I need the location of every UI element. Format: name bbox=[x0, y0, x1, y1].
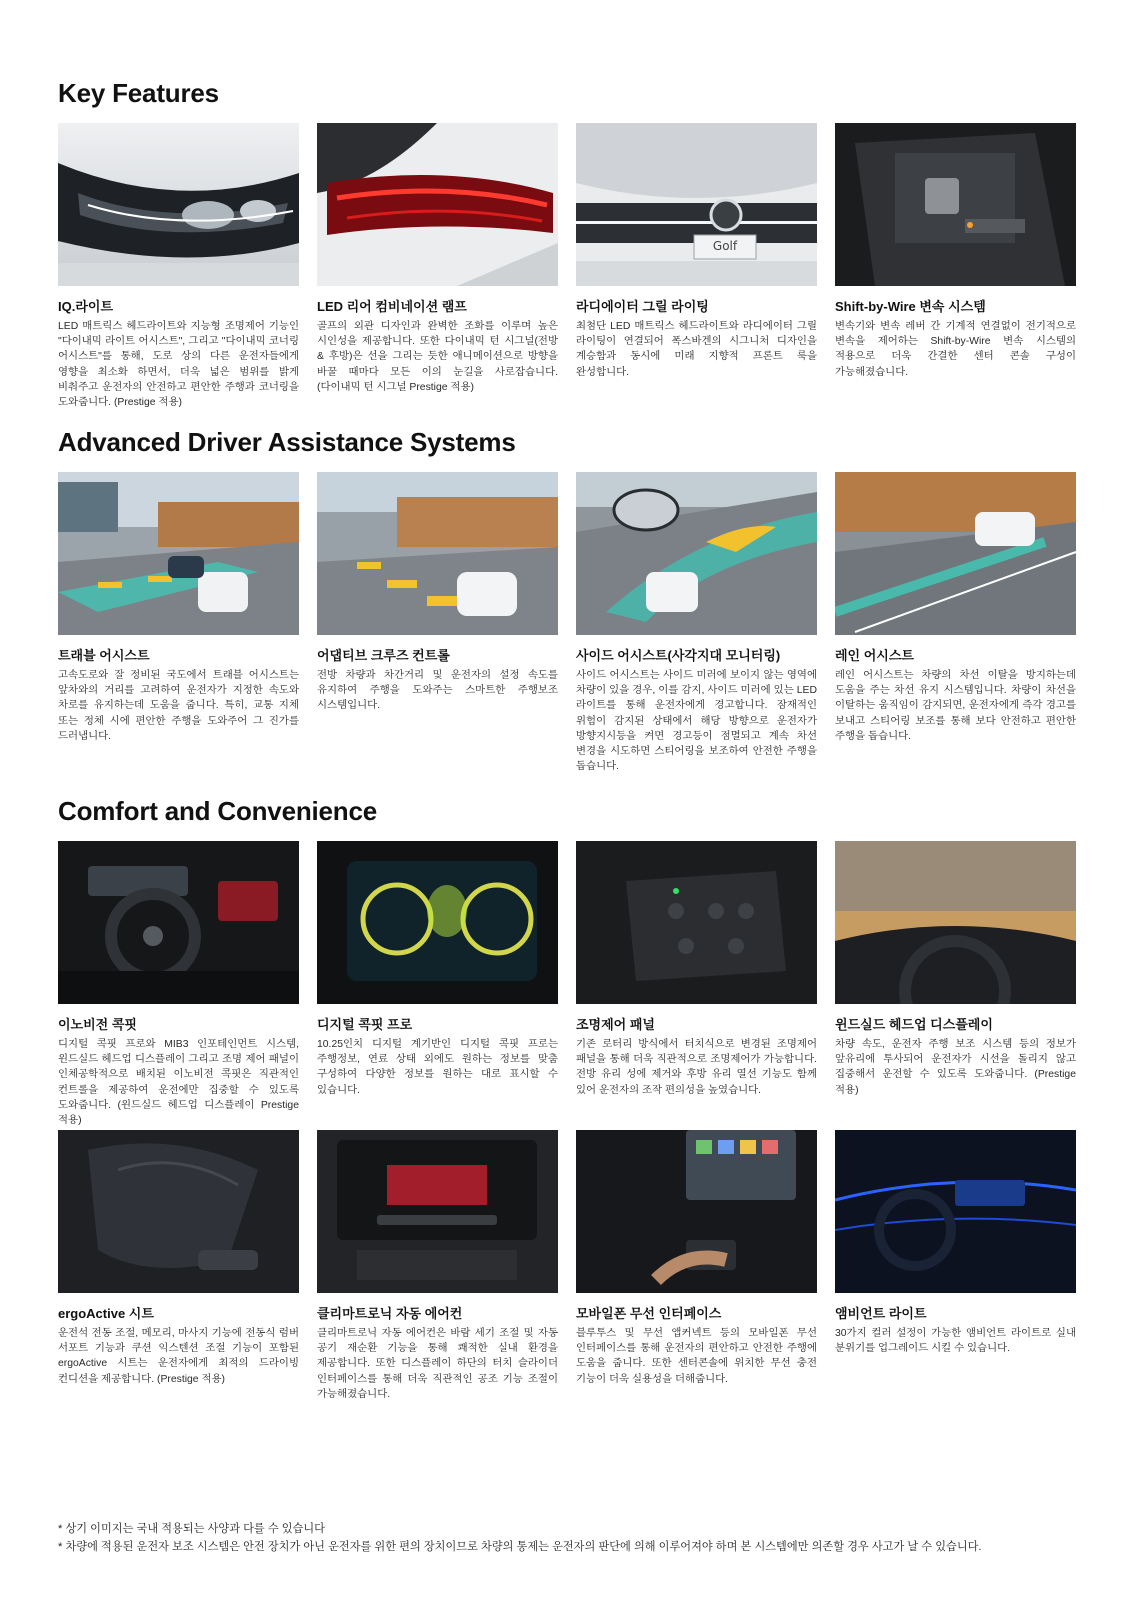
card-title: 앰비언트 라이트 bbox=[835, 1306, 927, 1321]
lane-assist-photo bbox=[835, 472, 1076, 635]
ambient-light-photo bbox=[835, 1130, 1076, 1293]
digital-cockpit-photo bbox=[317, 841, 558, 1004]
card-description: 30가지 컬러 설정이 가능한 앰비언트 라이트로 실내 분위기를 업그레이드 시킬 수 있습니다. bbox=[835, 1328, 1076, 1355]
card-title: 클리마트로닉 자동 에어컨 bbox=[317, 1306, 463, 1321]
card-description: 클리마트로닉 자동 에어컨은 바람 세기 조절 및 자동 공기 재순환 기능을 통해 쾌적한 실내 환경을 제공합니다. 또한 디스플레이 하단의 터치 슬라이더 인터페이스를 통해 더욱 직관적인 공조 기능 조절이 가능해졌습니다. bbox=[317, 1328, 558, 1400]
feature-card bbox=[317, 1130, 558, 1402]
shifter-photo bbox=[835, 123, 1076, 286]
feature-card bbox=[58, 841, 299, 1128]
feature-card bbox=[58, 472, 299, 774]
taillight-photo bbox=[317, 123, 558, 286]
climatronic-photo bbox=[317, 1130, 558, 1293]
wireless-phone-photo bbox=[576, 1130, 817, 1293]
key-features-grid bbox=[58, 123, 1076, 410]
footnote: * 상기 이미지는 국내 적용되는 사양과 다를 수 있습니다 bbox=[58, 1523, 325, 1535]
feature-card bbox=[58, 123, 299, 410]
card-description: 사이드 어시스트는 사이드 미러에 보이지 않는 영역에 차량이 있을 경우, 이를 감지, 사이드 미러에 있는 LED 라이트를 통해 운전자에게 경고합니다. 잠재적인 위험이 감지된 상태에서 해당 방향으로 운전자가 방향지시등을 켜면 경고등이 점멸되고 계속 차선 변경을 시도하면 스티어링을 보조하여 안전한 주행을 돕습니다. bbox=[576, 670, 817, 773]
card-title: Shift-by-Wire 변속 시스템 bbox=[835, 299, 986, 314]
card-title: 모바일폰 무선 인터페이스 bbox=[576, 1306, 722, 1321]
card-description: 최첨단 LED 매트릭스 헤드라이트와 라디에이터 그릴 라이팅이 연결되어 폭스바겐의 시그니처 디자인을 계승함과 동시에 미래 지향적 프론트 룩을 완성합니다. bbox=[576, 321, 817, 378]
footnotes bbox=[58, 1520, 1068, 1556]
headlight-photo bbox=[58, 123, 299, 286]
light-control-panel-photo bbox=[576, 841, 817, 1004]
card-description: 고속도로와 잘 정비된 국도에서 트래블 어시스트는 앞차와의 거리를 고려하여 운전자가 지정한 속도와 차로를 유지하는데 도움을 줍니다. 특히, 교통 지체 또는 정체 시에 편안한 주행을 도와주어 그 진가를 드러냅니다. bbox=[58, 670, 299, 742]
feature-card bbox=[835, 1130, 1076, 1402]
card-title: IQ.라이트 bbox=[58, 299, 114, 314]
card-title: 라디에이터 그릴 라이팅 bbox=[576, 299, 709, 314]
feature-card bbox=[317, 123, 558, 410]
golf-badge: Golf bbox=[712, 239, 738, 253]
section-title-comfort: Comfort and Convenience bbox=[58, 796, 377, 826]
card-description: 기존 로터리 방식에서 터치식으로 변경된 조명제어 패널을 통해 더욱 직관적으로 조명제어가 가능합니다. 전방 유리 성에 제거와 후방 유리 열선 기능도 함께 있어 운전자의 조작 편의성을 높였습니다. bbox=[576, 1039, 817, 1096]
section-title-adas: Advanced Driver Assistance Systems bbox=[58, 427, 516, 457]
feature-card bbox=[317, 841, 558, 1128]
card-title: 윈드실드 헤드업 디스플레이 bbox=[835, 1017, 993, 1032]
adas-grid bbox=[58, 472, 1076, 774]
card-title: 트래블 어시스트 bbox=[58, 648, 150, 663]
section-title-key-features: Key Features bbox=[58, 78, 219, 108]
feature-card bbox=[835, 472, 1076, 774]
card-title: 사이드 어시스트(사각지대 모니터링) bbox=[576, 648, 781, 663]
card-description: 레인 어시스트는 차량의 차선 이탈을 방지하는데 도움을 주는 차선 유지 시스템입니다. 차량이 차선을 이탈하는 움직임이 감지되면, 운전자에게 즉각 경고를 보내고 스티어링 보조를 통해 보다 안전하고 편안한 주행을 돕습니다. bbox=[835, 670, 1076, 742]
card-description: 골프의 외관 디자인과 완벽한 조화를 이루며 높은 시인성을 제공합니다. 또한 다이내믹 턴 시그널(전방 & 후방)은 선을 그리는 듯한 애니메이션으로 방향을 바꿀 때마다 모든 이의 눈길을 사로잡습니다. (다이내믹 턴 시그널 Prestige 적용) bbox=[317, 321, 558, 393]
feature-card bbox=[576, 1130, 817, 1402]
card-title: ergoActive 시트 bbox=[58, 1306, 154, 1321]
card-title: 레인 어시스트 bbox=[835, 648, 914, 663]
comfort-grid-2 bbox=[58, 1130, 1076, 1402]
card-description: LED 매트릭스 헤드라이트와 지능형 조명제어 기능인 "다이내믹 라이트 어시스트", 그리고 "다이내믹 코너링 어시스트"를 통해, 도로 상의 다른 운전자들에게 영향을 최소화 하면서, 더욱 넓은 범위를 밝게 비춰주고 운전자의 안전하고 편안한 주행과 코너링을 도와줍니다. (Prestige 적용) bbox=[58, 321, 299, 409]
card-description: 차량 속도, 운전자 주행 보조 시스템 등의 정보가 앞유리에 투사되어 운전자가 시선을 돌리지 않고 집중해서 운전할 수 있도록 도와줍니다. (Prestige 적용) bbox=[835, 1039, 1076, 1096]
footnote: * 차량에 적용된 운전자 보조 시스템은 안전 장치가 아닌 운전자를 위한 편의 장치이므로 차량의 통제는 운전자의 판단에 의해 이루어져야 하며 본 시스템에만 의존할 경우 사고가 날 수 있습니다. bbox=[58, 1541, 982, 1553]
adaptive-cruise-photo bbox=[317, 472, 558, 635]
feature-card bbox=[58, 1130, 299, 1402]
card-description: 10.25인치 디지털 계기반인 디지털 콕핏 프로는 주행정보, 연료 상태 외에도 원하는 정보를 맞춤 구성하여 다양한 정보를 원하는 대로 표시할 수 있습니다. bbox=[317, 1039, 558, 1096]
card-title: 디지털 콕핏 프로 bbox=[317, 1017, 413, 1032]
feature-card bbox=[317, 472, 558, 774]
innovision-cockpit-photo bbox=[58, 841, 299, 1004]
card-title: 어댑티브 크루즈 컨트롤 bbox=[317, 648, 450, 663]
card-description: 운전석 전동 조절, 메모리, 마사지 기능에 전동식 럼버 서포트 기능과 쿠션 익스텐션 조절 기능이 포함된 ergoActive 시트는 운전자에게 최적의 드라이빙 컨디션을 제공합니다. (Prestige 적용) bbox=[58, 1328, 299, 1385]
travel-assist-photo bbox=[58, 472, 299, 635]
card-title: LED 리어 컴비네이션 램프 bbox=[317, 299, 467, 314]
card-title: 이노비전 콕핏 bbox=[58, 1017, 137, 1032]
feature-card bbox=[835, 841, 1076, 1128]
card-description: 블루투스 및 무선 앱커넥트 등의 모바일폰 무선 인터페이스를 통해 운전자의 편안하고 안전한 주행에 도움을 줍니다. 또한 센터콘솔에 위치한 무선 충전 기능이 더욱 실용성을 더해줍니다. bbox=[576, 1328, 817, 1385]
feature-card bbox=[576, 472, 817, 774]
card-title: 조명제어 패널 bbox=[576, 1017, 655, 1032]
side-assist-photo bbox=[576, 472, 817, 635]
feature-card bbox=[576, 123, 817, 410]
feature-card bbox=[576, 841, 817, 1128]
comfort-grid bbox=[58, 841, 1076, 1128]
card-description: 전방 차량과 차간거리 및 운전자의 설정 속도를 유지하여 주행을 도와주는 스마트한 주행보조 시스템입니다. bbox=[317, 670, 558, 712]
card-description: 변속기와 변속 레버 간 기계적 연결없이 전기적으로 변속을 제어하는 Shift-by-Wire 변속 시스템의 적용으로 더욱 간결한 센터 콘솔 구성이 가능해졌습니다. bbox=[835, 321, 1076, 378]
ergoactive-seat-photo bbox=[58, 1130, 299, 1293]
grille-photo bbox=[576, 123, 817, 286]
card-description: 디지털 콕핏 프로와 MIB3 인포테인먼트 시스템, 윈드실드 헤드업 디스플레이 그리고 조명 제어 패널이 인체공학적으로 배치된 이노비전 콕핏은 직관적인 컨트롤을 제공하여 운전에만 집중할 수 있도록 도와줍니다. (윈드실드 헤드업 디스플레이 Prestige 적용) bbox=[58, 1039, 299, 1127]
windshield-hud-photo bbox=[835, 841, 1076, 1004]
feature-card bbox=[835, 123, 1076, 410]
